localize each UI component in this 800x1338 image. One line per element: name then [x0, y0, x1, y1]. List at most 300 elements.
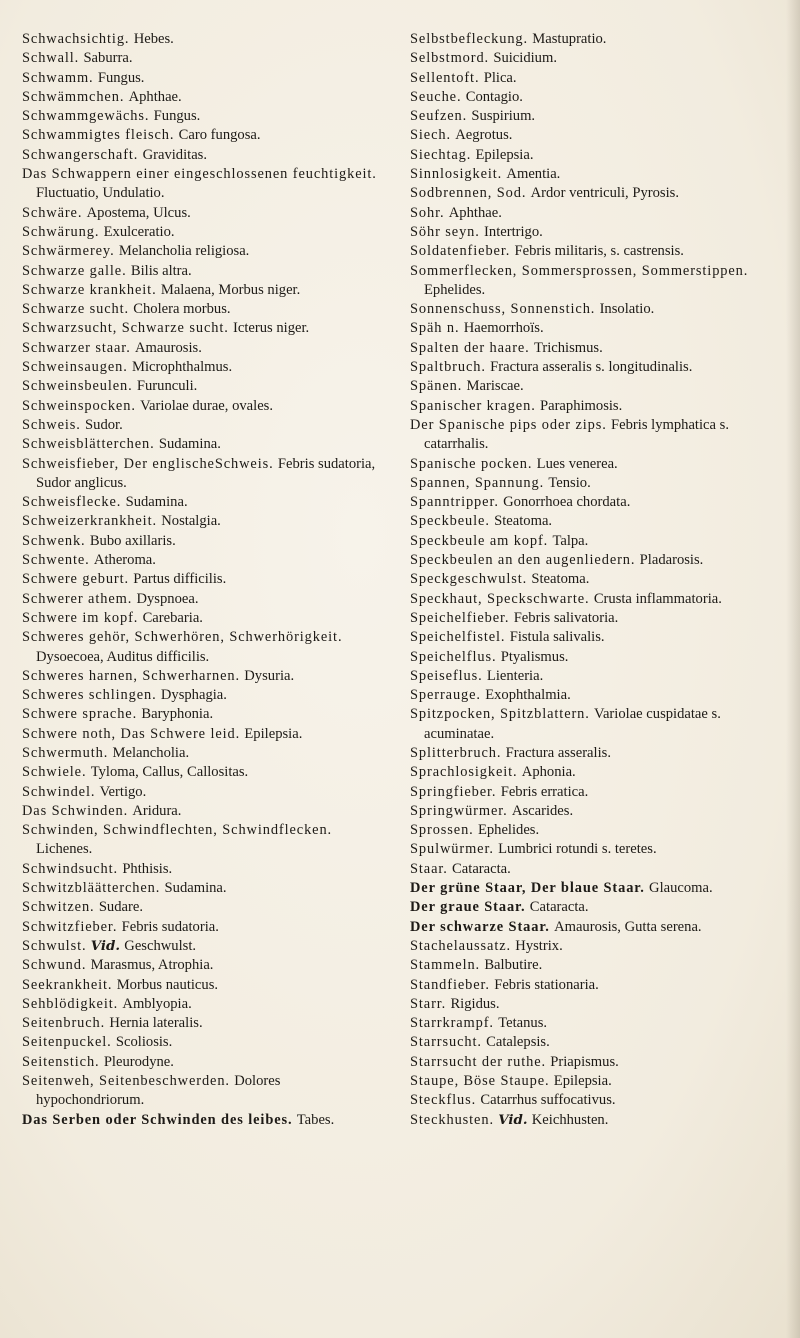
- entry-gloss: Partus difficilis.: [133, 571, 227, 588]
- dictionary-entry: [22, 165, 384, 204]
- entry-term: Speichelfieber.: [410, 609, 510, 626]
- entry-gloss: Microphthalmus.: [131, 359, 233, 376]
- dictionary-entry: [22, 262, 384, 281]
- dictionary-entry: [22, 956, 384, 975]
- dictionary-entry: [22, 377, 384, 396]
- dictionary-entry: [410, 30, 780, 49]
- dictionary-entry: [410, 956, 780, 975]
- entry-gloss: Exophthalmia.: [485, 687, 571, 704]
- dictionary-entry: [410, 590, 780, 609]
- entry-gloss: Furunculi.: [136, 378, 198, 395]
- left-column: [22, 30, 384, 1130]
- entry-gloss: Rigidus.: [450, 995, 500, 1012]
- entry-term: Der schwarze Staar.: [410, 918, 550, 935]
- dictionary-entry: [22, 146, 384, 165]
- dictionary-entry: [410, 223, 780, 242]
- dictionary-entry: [22, 319, 384, 338]
- dictionary-entry: [22, 242, 384, 261]
- entry-gloss: Febris sudatoria.: [121, 918, 219, 935]
- entry-term: Spulwürmer.: [410, 841, 494, 858]
- entry-term: Speckbeule am kopf.: [410, 532, 549, 549]
- entry-term: Seekrankheit.: [22, 976, 113, 993]
- entry-gloss: Febris stationaria.: [494, 976, 599, 993]
- entry-term: Soldatenfieber.: [410, 243, 511, 260]
- dictionary-entry: [22, 725, 384, 744]
- dictionary-entry: [410, 705, 780, 744]
- entry-gloss: Tensio.: [548, 474, 591, 491]
- dictionary-entry: [410, 570, 780, 589]
- dictionary-entry: [410, 69, 780, 88]
- dictionary-entry: [410, 783, 780, 802]
- dictionary-entry: [22, 995, 384, 1014]
- entry-gloss: Geschwulst.: [124, 937, 197, 954]
- dictionary-entry: [22, 88, 384, 107]
- entry-term: Das Schwinden.: [22, 802, 129, 819]
- dictionary-entry: [22, 281, 384, 300]
- dictionary-entry: [410, 493, 780, 512]
- entry-term: Speckbeule.: [410, 513, 490, 530]
- entry-gloss: Tyloma, Callus, Callositas.: [90, 764, 249, 781]
- entry-term: Spaltbruch.: [410, 359, 486, 376]
- entry-term: Spannen, Spannung.: [410, 474, 545, 491]
- entry-gloss: Ardor ventriculi, Pyrosis.: [530, 185, 679, 202]
- entry-term: Späh n.: [410, 320, 460, 337]
- entry-term: Sprachlosigkeit.: [410, 764, 518, 781]
- entry-gloss: Graviditas.: [142, 146, 208, 163]
- dictionary-entry: [22, 783, 384, 802]
- dictionary-entry: [410, 262, 780, 301]
- entry-gloss: Nostalgia.: [161, 513, 221, 530]
- dictionary-entry: [410, 126, 780, 145]
- entry-term: Schweres gehör, Schwerhören, Schwerhörigkeit.: [22, 629, 343, 646]
- dictionary-entry: [22, 590, 384, 609]
- dictionary-entry: [22, 204, 384, 223]
- dictionary-entry: [410, 49, 780, 68]
- entry-gloss: Catarrhus suffocativus.: [480, 1092, 616, 1109]
- dictionary-entry: [22, 49, 384, 68]
- entry-term: Speichelflus.: [410, 648, 497, 665]
- dictionary-entry: [410, 821, 780, 840]
- entry-gloss: Amaurosis, Gutta serena.: [554, 918, 702, 935]
- entry-term: Schwammigtes fleisch.: [22, 127, 175, 144]
- entry-gloss: Pladarosis.: [639, 552, 704, 569]
- entry-term: Seitenstich.: [22, 1053, 100, 1070]
- entry-gloss: Fungus.: [153, 108, 201, 125]
- entry-gloss: Bubo axillaris.: [89, 532, 176, 549]
- dictionary-entry: [410, 763, 780, 782]
- entry-term: Starrkrampf.: [410, 1015, 494, 1032]
- entry-term: Schweinsaugen.: [22, 359, 128, 376]
- entry-term: Sinnlosigkeit.: [410, 166, 503, 183]
- entry-gloss: Talpa.: [552, 532, 589, 549]
- entry-term: Siech.: [410, 127, 451, 144]
- entry-term: Schwarze galle.: [22, 262, 127, 279]
- entry-gloss: Steatoma.: [531, 571, 590, 588]
- entry-term: Schweinsbeulen.: [22, 378, 133, 395]
- entry-gloss: Plica.: [483, 69, 517, 86]
- entry-gloss: Cholera morbus.: [133, 301, 231, 318]
- entry-gloss: Suicidium.: [493, 50, 557, 67]
- entry-term: Schwere im kopf.: [22, 609, 139, 626]
- dictionary-entry: [410, 1111, 780, 1130]
- dictionary-entry: [22, 435, 384, 454]
- entry-term: Seufzen.: [410, 108, 468, 125]
- entry-term: Schwarzsucht, Schwarze sucht.: [22, 320, 229, 337]
- dictionary-entry: [22, 455, 384, 494]
- entry-gloss: Trichismus.: [533, 339, 603, 356]
- dictionary-entry: [22, 705, 384, 724]
- entry-term: Stachelaussatz.: [410, 937, 512, 954]
- dictionary-entry: [22, 30, 384, 49]
- entry-gloss: Intertrigo.: [484, 223, 543, 240]
- dictionary-entry: [410, 744, 780, 763]
- entry-term: Seitenpuckel.: [22, 1034, 112, 1051]
- dictionary-entry: [410, 416, 780, 455]
- dictionary-entry: [22, 551, 384, 570]
- entry-term: Der graue Staar.: [410, 899, 526, 916]
- entry-term: Schweisblätterchen.: [22, 436, 155, 453]
- entry-term: Spanntripper.: [410, 494, 499, 511]
- entry-term: Springfieber.: [410, 783, 497, 800]
- dictionary-entry: [22, 667, 384, 686]
- dictionary-entry: [410, 667, 780, 686]
- dictionary-entry: [410, 184, 780, 203]
- entry-gloss: Vertigo.: [99, 783, 147, 800]
- dictionary-entry: [22, 763, 384, 782]
- entry-term: Schwund.: [22, 957, 87, 974]
- entry-gloss: Variolae cuspidatae s. acuminatae.: [424, 706, 721, 742]
- dictionary-entry: [22, 493, 384, 512]
- dictionary-entry: [410, 455, 780, 474]
- entry-term: Siechtag.: [410, 146, 472, 163]
- dictionary-entry: [22, 397, 384, 416]
- entry-term: Sperrauge.: [410, 687, 481, 704]
- entry-term: Schwermuth.: [22, 744, 109, 761]
- entry-term: Steckhusten.: [410, 1111, 494, 1128]
- entry-gloss: Amblyopia.: [122, 995, 192, 1012]
- dictionary-entry: [410, 1033, 780, 1052]
- entry-term: Schwärung.: [22, 223, 100, 240]
- entry-gloss: Priapismus.: [550, 1053, 619, 1070]
- entry-gloss: Febris erratica.: [500, 783, 589, 800]
- dictionary-entry: [410, 358, 780, 377]
- entry-gloss: Mariscae.: [466, 378, 524, 395]
- entry-gloss: Atheroma.: [93, 552, 156, 569]
- entry-gloss: Fungus.: [97, 69, 145, 86]
- entry-gloss: Contagio.: [465, 88, 523, 105]
- vid-reference: Vid.: [498, 1111, 528, 1128]
- dictionary-entry: [22, 628, 384, 667]
- entry-gloss: Gonorrhoea chordata.: [503, 494, 631, 511]
- entry-term: Sonnenschuss, Sonnenstich.: [410, 301, 596, 318]
- entry-gloss: Cataracta.: [452, 860, 511, 877]
- dictionary-entry: [410, 995, 780, 1014]
- entry-gloss: Febris salivatoria.: [513, 609, 619, 626]
- entry-gloss: Baryphonia.: [141, 706, 214, 723]
- dictionary-entry: [22, 570, 384, 589]
- entry-gloss: Phthisis.: [122, 860, 173, 877]
- entry-term: Spitzpocken, Spitzblattern.: [410, 706, 590, 723]
- entry-gloss: Suspirium.: [471, 108, 536, 125]
- entry-gloss: Aphthae.: [448, 204, 502, 221]
- entry-term: Schwammgewächs.: [22, 108, 150, 125]
- entry-gloss: Amaurosis.: [134, 339, 202, 356]
- dictionary-entry: [410, 1053, 780, 1072]
- entry-gloss: Bilis altra.: [130, 262, 192, 279]
- entry-gloss: Morbus nauticus.: [116, 976, 219, 993]
- entry-gloss: Epilepsia.: [475, 146, 534, 163]
- entry-gloss: Saburra.: [83, 50, 133, 67]
- entry-gloss: Fractura asseralis s. longitudinalis.: [490, 359, 693, 376]
- dictionary-entry: [410, 609, 780, 628]
- entry-term: Stammeln.: [410, 957, 481, 974]
- entry-term: Schwarze sucht.: [22, 301, 130, 318]
- entry-gloss: Lues venerea.: [536, 455, 618, 472]
- dictionary-entry: [22, 860, 384, 879]
- entry-term: Speckbeulen an den augenliedern.: [410, 552, 636, 569]
- entry-gloss: Febris lymphatica s. catarrhalis.: [424, 416, 729, 453]
- entry-gloss: Melancholia religiosa.: [118, 243, 250, 260]
- dictionary-entry: [410, 802, 780, 821]
- dictionary-entry: [410, 377, 780, 396]
- entry-term: Schwere geburt.: [22, 571, 130, 588]
- entry-gloss: Ascarides.: [511, 802, 574, 819]
- entry-term: Sohr.: [410, 204, 445, 221]
- dictionary-entry: [22, 1111, 384, 1130]
- dictionary-entry: [22, 416, 384, 435]
- entry-gloss: Sudamina.: [125, 494, 188, 511]
- dictionary-entry: [22, 512, 384, 531]
- dictionary-entry: [410, 937, 780, 956]
- dictionary-entry: [22, 744, 384, 763]
- entry-gloss: Glaucoma.: [649, 880, 713, 897]
- entry-gloss: Dolores hypochondriorum.: [36, 1073, 281, 1109]
- dictionary-entry: [22, 918, 384, 937]
- entry-gloss: Epilepsia.: [244, 725, 303, 742]
- entry-gloss: Variolae durae, ovales.: [140, 397, 273, 414]
- dictionary-entry: [410, 300, 780, 319]
- entry-gloss: Lumbrici rotundi s. teretes.: [498, 841, 657, 858]
- entry-term: Schwere noth, Das Schwere leid.: [22, 725, 241, 742]
- dictionary-entry: [410, 532, 780, 551]
- entry-term: Splitterbruch.: [410, 744, 502, 761]
- entry-gloss: Ephelides.: [424, 281, 486, 298]
- entry-term: Schweisfieber, Der englischeSchweis.: [22, 455, 274, 472]
- dictionary-entry: [22, 686, 384, 705]
- entry-gloss: Fluctuatio, Undulatio.: [36, 185, 165, 202]
- dictionary-entry: [22, 223, 384, 242]
- entry-gloss: Cataracta.: [529, 899, 589, 916]
- entry-term: Standfieber.: [410, 976, 490, 993]
- entry-gloss: Scoliosis.: [115, 1034, 173, 1051]
- entry-gloss: Hystrix.: [515, 937, 563, 954]
- dictionary-entry: [410, 686, 780, 705]
- vid-reference: Vid.: [90, 937, 121, 954]
- entry-gloss: Aphonia.: [521, 764, 576, 781]
- entry-term: Starrsucht der ruthe.: [410, 1053, 546, 1070]
- entry-gloss: Insolatio.: [599, 301, 655, 318]
- entry-gloss: Balbutire.: [484, 957, 543, 974]
- entry-term: Schwarzer staar.: [22, 339, 131, 356]
- dictionary-entry: [22, 821, 384, 860]
- entry-term: Söhr seyn.: [410, 223, 480, 240]
- entry-term: Schwenk.: [22, 532, 86, 549]
- dictionary-entry: [410, 860, 780, 879]
- dictionary-entry: [410, 165, 780, 184]
- entry-term: Schweres harnen, Schwerharnen.: [22, 667, 240, 684]
- entry-term: Sommerflecken, Sommersprossen, Sommerstippen.: [410, 262, 749, 279]
- entry-term: Schwinden, Schwindflechten, Schwindflecken.: [22, 822, 333, 839]
- dictionary-entry: [410, 1072, 780, 1091]
- entry-term: Schwachsichtig.: [22, 31, 130, 47]
- dictionary-entry: [22, 126, 384, 145]
- dictionary-entry: [410, 242, 780, 261]
- entry-term: Schwall.: [22, 50, 80, 67]
- entry-gloss: Carebaria.: [142, 609, 203, 626]
- entry-term: Schwamm.: [22, 69, 94, 86]
- dictionary-entry: [22, 1033, 384, 1052]
- dictionary-entry: [22, 107, 384, 126]
- entry-term: Schweizerkrankheit.: [22, 513, 157, 530]
- entry-term: Schweres schlingen.: [22, 687, 157, 704]
- dictionary-entry: [410, 474, 780, 493]
- entry-term: Sehblödigkeit.: [22, 995, 119, 1012]
- entry-term: Staupe, Böse Staupe.: [410, 1073, 550, 1090]
- entry-gloss: Keichhusten.: [531, 1111, 609, 1128]
- entry-gloss: Malaena, Morbus niger.: [160, 281, 301, 298]
- entry-gloss: Febris sudatoria, Sudor anglicus.: [36, 455, 376, 491]
- entry-term: Spänen.: [410, 378, 463, 395]
- dictionary-entry: [22, 69, 384, 88]
- dictionary-entry: [22, 898, 384, 917]
- entry-term: Schwangerschaft.: [22, 146, 139, 163]
- dictionary-entry: [410, 512, 780, 531]
- entry-term: Schwulst.: [22, 937, 87, 954]
- entry-term: Schwindsucht.: [22, 860, 119, 877]
- dictionary-entry: [410, 146, 780, 165]
- entry-gloss: Steatoma.: [494, 513, 553, 530]
- dictionary-entry: [410, 976, 780, 995]
- entry-gloss: Caro fungosa.: [178, 127, 261, 144]
- dictionary-entry: [22, 609, 384, 628]
- dictionary-entry: [410, 339, 780, 358]
- entry-term: Das Serben oder Schwinden des leibes.: [22, 1111, 293, 1128]
- entry-term: Speiseflus.: [410, 667, 483, 684]
- dictionary-entry: [410, 88, 780, 107]
- entry-gloss: Aphthae.: [128, 88, 182, 105]
- dictionary-entry: [410, 840, 780, 859]
- dictionary-entry: [410, 107, 780, 126]
- entry-term: Schweisflecke.: [22, 494, 122, 511]
- entry-term: Sprossen.: [410, 822, 474, 839]
- entry-term: Der grüne Staar, Der blaue Staar.: [410, 880, 645, 897]
- entry-term: Schwiele.: [22, 764, 87, 781]
- entry-gloss: Haemorrhoïs.: [463, 320, 544, 337]
- dictionary-entry: [22, 1053, 384, 1072]
- entry-gloss: Pleurodyne.: [103, 1053, 174, 1070]
- entry-term: Starr.: [410, 995, 447, 1012]
- dictionary-entry: [410, 319, 780, 338]
- entry-gloss: Sudamina.: [164, 880, 227, 897]
- dictionary-entry: [22, 976, 384, 995]
- entry-term: Schweinspocken.: [22, 397, 136, 414]
- entry-gloss: Melancholia.: [112, 744, 190, 761]
- entry-gloss: Paraphimosis.: [539, 397, 623, 414]
- page-edge-shadow: [786, 0, 800, 1338]
- entry-gloss: Crusta inflammatoria.: [593, 590, 722, 607]
- dictionary-entry: [22, 1014, 384, 1033]
- entry-gloss: Dysuria.: [244, 667, 295, 684]
- entry-gloss: Catalepsis.: [486, 1034, 550, 1051]
- dictionary-entry: [410, 551, 780, 570]
- right-column: [410, 30, 780, 1130]
- entry-term: Selbstmord.: [410, 50, 490, 67]
- dictionary-entry: [22, 532, 384, 551]
- entry-term: Schwerer athem.: [22, 590, 133, 607]
- entry-term: Schwärmerey.: [22, 243, 115, 260]
- entry-term: Speckgeschwulst.: [410, 571, 528, 588]
- dictionary-entry: [410, 918, 780, 937]
- entry-gloss: Dysphagia.: [160, 687, 227, 704]
- dictionary-entry: [410, 628, 780, 647]
- entry-gloss: Lienteria.: [486, 667, 544, 684]
- dictionary-entry: [22, 358, 384, 377]
- entry-term: Schwitzfieber.: [22, 918, 118, 935]
- entry-term: Schweis.: [22, 416, 81, 433]
- entry-gloss: Marasmus, Atrophia.: [90, 957, 214, 974]
- entry-term: Schwitzbläätterchen.: [22, 880, 161, 897]
- entry-gloss: Febris militaris, s. castrensis.: [514, 243, 684, 260]
- entry-gloss: Tabes.: [296, 1111, 335, 1128]
- entry-gloss: Icterus niger.: [233, 320, 310, 337]
- entry-gloss: Mastupratio.: [532, 31, 607, 47]
- entry-gloss: Fistula salivalis.: [509, 629, 605, 646]
- dictionary-entry: [22, 1072, 384, 1111]
- entry-gloss: Aridura.: [132, 802, 182, 819]
- entry-term: Seitenweh, Seitenbeschwerden.: [22, 1073, 230, 1090]
- entry-term: Starrsucht.: [410, 1034, 482, 1051]
- entry-term: Schwente.: [22, 552, 90, 569]
- entry-term: Der Spanische pips oder zips.: [410, 416, 607, 433]
- entry-gloss: Aegrotus.: [455, 127, 513, 144]
- entry-term: Schwitzen.: [22, 899, 95, 916]
- entry-term: Speckhaut, Speckschwarte.: [410, 590, 590, 607]
- entry-gloss: Fractura asseralis.: [505, 744, 611, 761]
- dictionary-entry: [410, 648, 780, 667]
- entry-term: Selbstbefleckung.: [410, 31, 529, 47]
- entry-gloss: Ephelides.: [477, 822, 540, 839]
- entry-term: Schwarze krankheit.: [22, 281, 157, 298]
- entry-gloss: Sudare.: [98, 899, 143, 916]
- dictionary-entry: [22, 300, 384, 319]
- entry-gloss: Apostema, Ulcus.: [86, 204, 191, 221]
- entry-term: Seuche.: [410, 88, 462, 105]
- dictionary-entry: [410, 397, 780, 416]
- entry-term: Sellentoft.: [410, 69, 480, 86]
- entry-gloss: Epilepsia.: [553, 1073, 612, 1090]
- entry-gloss: Dysoecoea, Auditus difficilis.: [36, 648, 210, 665]
- entry-gloss: Dyspnoea.: [136, 590, 199, 607]
- entry-gloss: Amentia.: [506, 166, 561, 183]
- entry-term: Spanischer kragen.: [410, 397, 536, 414]
- dictionary-entry: [410, 898, 780, 917]
- entry-term: Spanische pocken.: [410, 455, 533, 472]
- entry-term: Schwäre.: [22, 204, 83, 221]
- dictionary-entry: [22, 879, 384, 898]
- entry-term: Speichelfistel.: [410, 629, 506, 646]
- dictionary-entry: [410, 1091, 780, 1110]
- dictionary-entry: [22, 802, 384, 821]
